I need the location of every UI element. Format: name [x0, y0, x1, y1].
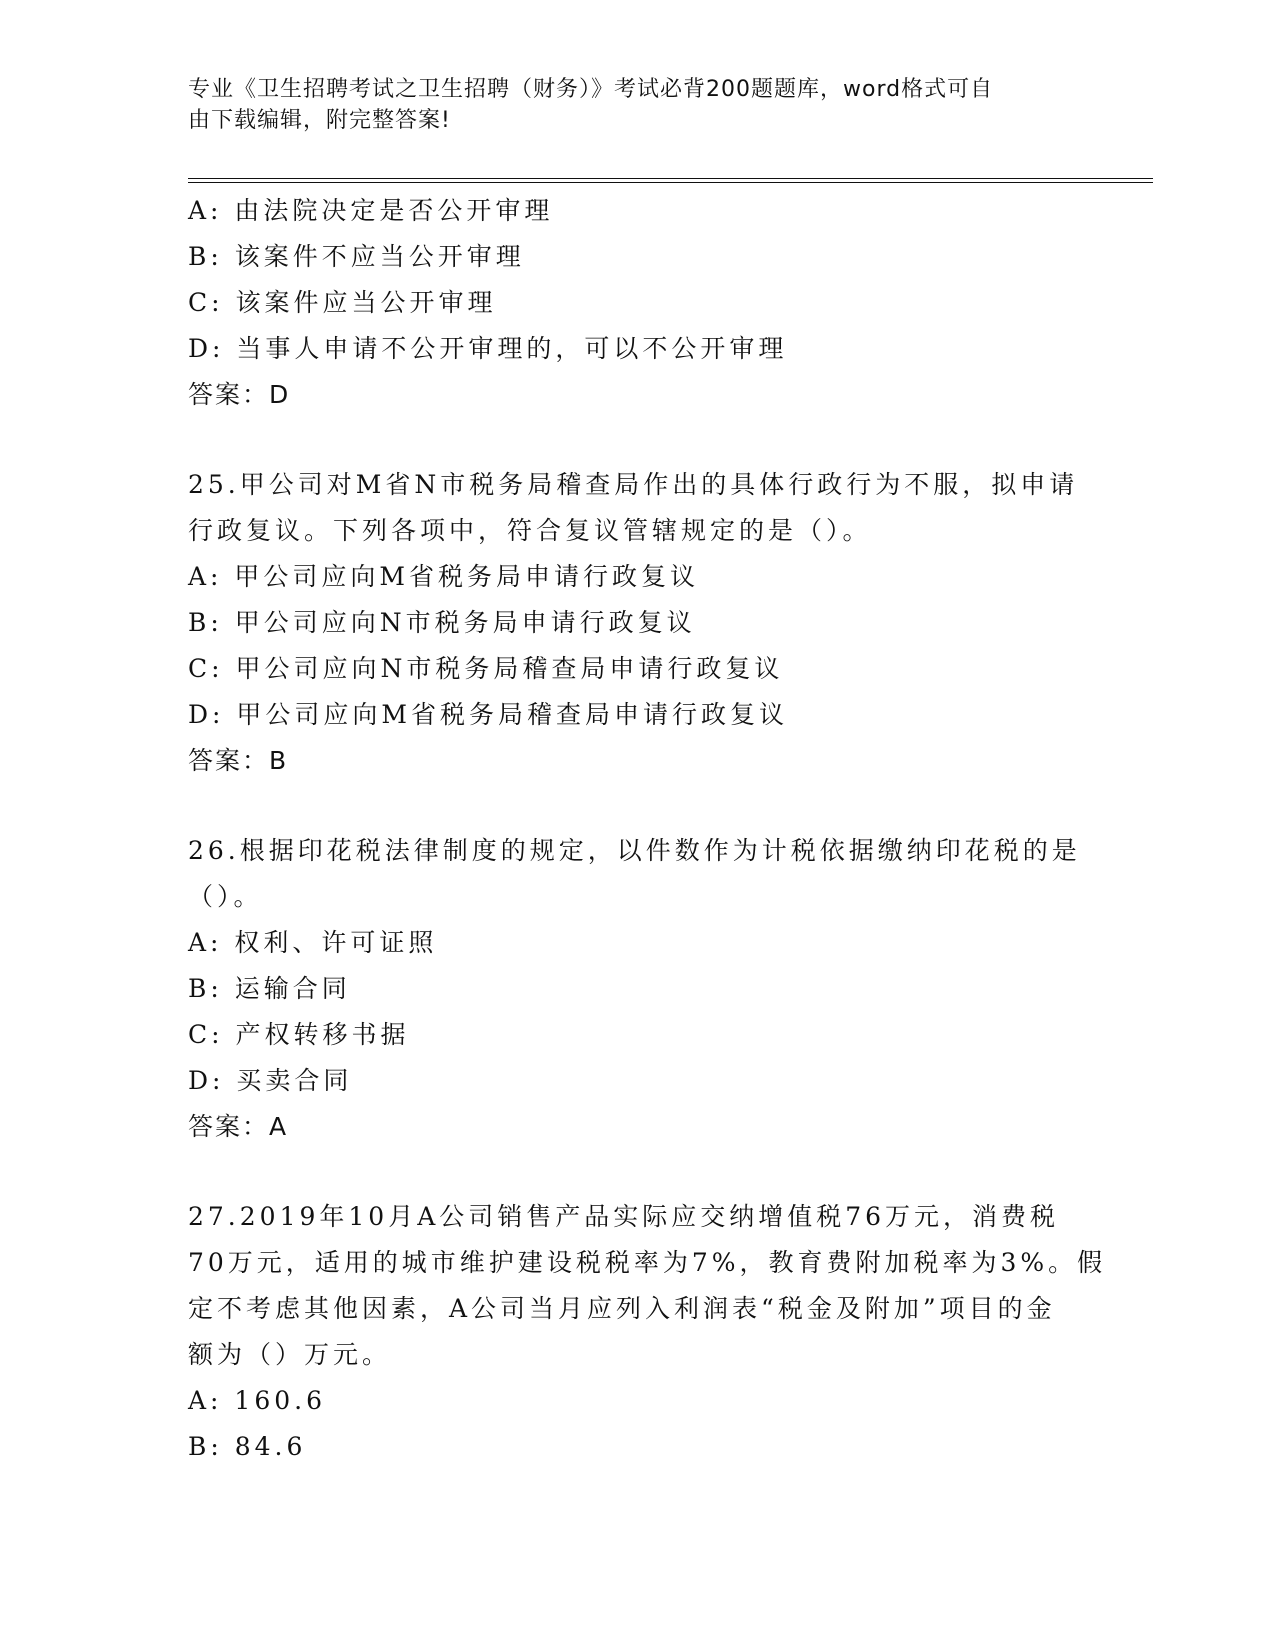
question-25-block [188, 462, 1088, 784]
header-divider-bottom [188, 182, 1153, 183]
header-divider-top [188, 178, 1153, 179]
option-b: B: 84.6 [188, 1432, 307, 1461]
option-d: D: 当事人申请不公开审理的，可以不公开审理 [188, 334, 788, 363]
option-c: C: 产权转移书据 [188, 1020, 410, 1049]
spacer [188, 1150, 1088, 1194]
question-stem-line: 额为（）万元。 [188, 1340, 392, 1369]
question-26-block [188, 828, 1088, 1150]
answer-label: 答案：D [188, 380, 291, 409]
question-stem-line: 定不考虑其他因素，A公司当月应列入利润表“税金及附加”项目的金 [188, 1294, 1056, 1323]
option-a: A: 160.6 [188, 1386, 326, 1415]
option-b: B: 该案件不应当公开审理 [188, 242, 525, 271]
header-line-1: 专业《卫生招聘考试之卫生招聘（财务）》考试必背200题题库，word格式可自 [188, 77, 994, 102]
spacer [188, 784, 1088, 828]
answer-label: 答案：B [188, 746, 289, 775]
question-stem-line: 70万元，适用的城市维护建设税税率为7%，教育费附加税率为3%。假 [188, 1248, 1107, 1277]
question-stem-line: 26.根据印花税法律制度的规定，以件数作为计税依据缴纳印花税的是 [188, 836, 1081, 865]
option-a: A: 由法院决定是否公开审理 [188, 196, 554, 225]
option-b: B: 甲公司应向N市税务局申请行政复议 [188, 608, 696, 637]
question-content [188, 188, 1107, 1470]
question-stem-line: （）。 [188, 882, 263, 911]
option-a: A: 甲公司应向M省税务局申请行政复议 [188, 562, 700, 591]
option-c: C: 甲公司应向N市税务局稽查局申请行政复议 [188, 654, 784, 683]
question-24-block [188, 188, 1088, 418]
question-stem-line: 25.甲公司对M省N市税务局稽查局作出的具体行政行为不服，拟申请 [188, 470, 1079, 499]
spacer [188, 418, 1088, 462]
document-header [188, 74, 1068, 136]
option-d: D: 甲公司应向M省税务局稽查局申请行政复议 [188, 700, 789, 729]
question-stem-line: 27.2019年10月A公司销售产品实际应交纳增值税76万元，消费税 [188, 1202, 1060, 1231]
option-c: C: 该案件应当公开审理 [188, 288, 497, 317]
option-d: D: 买卖合同 [188, 1066, 353, 1095]
question-stem-line: 行政复议。下列各项中，符合复议管辖规定的是（）。 [188, 516, 872, 545]
question-27-block [188, 1194, 1107, 1470]
option-a: A: 权利、许可证照 [188, 928, 438, 957]
answer-label: 答案：A [188, 1112, 289, 1141]
option-b: B: 运输合同 [188, 974, 351, 1003]
header-line-2: 由下载编辑，附完整答案! [188, 108, 451, 133]
